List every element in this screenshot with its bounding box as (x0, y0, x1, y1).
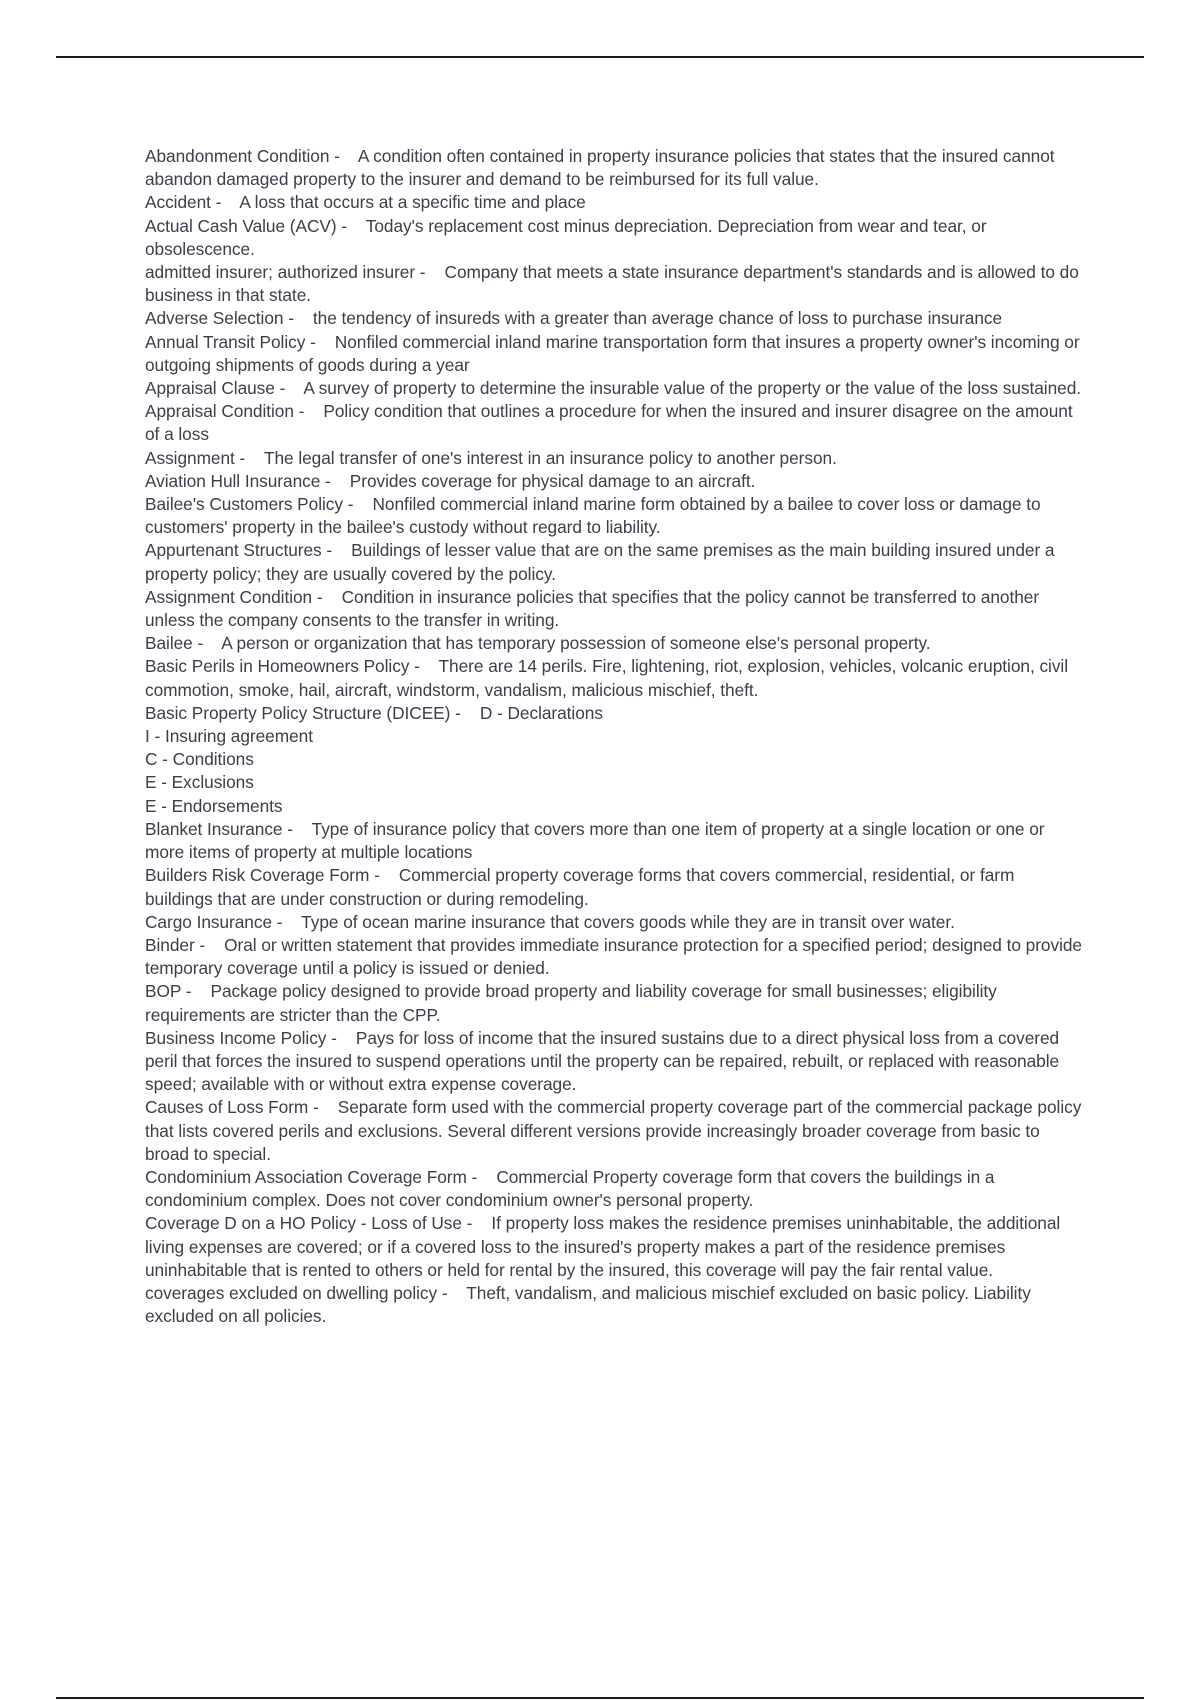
glossary-entry (145, 818, 1085, 864)
glossary-entry (145, 145, 1085, 191)
glossary-entry (145, 934, 1085, 980)
glossary-entry (145, 307, 1085, 330)
entry-term: Appraisal Condition - (145, 401, 305, 422)
glossary-entry (145, 632, 1085, 655)
entry-term: Coverage D on a HO Policy - Loss of Use - (145, 1213, 473, 1234)
term-separator (420, 656, 439, 676)
entry-definition: Theft, vandalism, and malicious mischief excluded on basic policy. Liability excluded on all policies. (145, 1282, 1031, 1327)
entry-term: BOP - (145, 981, 192, 1002)
entry-definition: Condition in insurance policies that specifies that the policy cannot be transferred to another unless the company consents to the transfer in writing. (145, 586, 1040, 631)
glossary-entry (145, 1166, 1085, 1212)
term-separator (426, 262, 445, 282)
entry-term: Assignment Condition - (145, 586, 323, 607)
entry-term: Binder - (145, 934, 206, 955)
entry-term: Condominium Association Coverage Form - (145, 1166, 478, 1187)
glossary-body (145, 145, 1085, 1328)
entry-definition: the tendency of insureds with a greater than average chance of loss to purchase insurance (312, 308, 1003, 329)
entry-definition: Nonfiled commercial inland marine transportation form that insures a property owner's incoming or outgoing shipments of goods during a year (145, 331, 1080, 375)
glossary-entry (145, 1096, 1085, 1166)
entry-term: Basic Property Policy Structure (DICEE) - (145, 702, 461, 723)
glossary-entry (145, 493, 1085, 539)
entry-definition: Policy condition that outlines a procedure for when the insured and insurer disagree on the amount of a loss (145, 401, 1073, 445)
glossary-entry (145, 586, 1085, 632)
glossary-entry (145, 1212, 1085, 1282)
entry-term: Appraisal Clause - (145, 378, 286, 399)
entry-definition: A condition often contained in property insurance policies that states that the insured cannot abandon damaged property to the insurer and demand to be reimbursed for its full value. (145, 146, 1055, 190)
term-separator (461, 703, 480, 723)
term-separator (380, 865, 399, 885)
entry-term: Actual Cash Value (ACV) - (145, 215, 348, 236)
entry-definition: Nonfiled commercial inland marine form obtained by a bailee to cover loss or damage to customers' property in the bailee's custody without regard to liability. (145, 494, 1041, 538)
term-separator (332, 540, 351, 560)
entry-definition: Oral or written statement that provides immediate insurance protection for a specified period; designed to provide temporary coverage until a policy is issued or denied. (145, 934, 1082, 979)
glossary-entry (145, 1027, 1085, 1097)
term-separator (203, 633, 221, 653)
glossary-entry (145, 331, 1085, 377)
entry-subline: I - Insuring agreement (145, 726, 313, 747)
entry-term: Cargo Insurance - (145, 911, 283, 932)
entry-term: Bailee's Customers Policy - (145, 494, 354, 515)
term-separator (477, 1167, 496, 1187)
entry-definition: Pays for loss of income that the insured sustains due to a direct physical loss from a covered peril that forces the insured to suspend operations until the property can be repaired, rebuilt, or replaced with reasonable speed; available with or without extra expense coverage. (145, 1027, 1060, 1095)
entry-term: Abandonment Condition - (145, 146, 340, 166)
term-separator (221, 192, 239, 212)
entry-definition: Buildings of lesser value that are on the same premises as the main building insured under a property policy; they are usually covered by the policy. (145, 540, 1055, 584)
entry-definition: A survey of property to determine the insurable value of the property or the value of the loss sustained. (303, 378, 1082, 399)
entry-definition: Package policy designed to provide broad property and liability coverage for small businesses; eligibility requirements are stricter than the CPP. (145, 981, 997, 1025)
term-separator (316, 332, 335, 352)
entry-definition: Company that meets a state insurance department's standards and is allowed to do business in that state. (145, 262, 1079, 306)
glossary-entry (145, 215, 1085, 261)
footer-rule (56, 1697, 1144, 1699)
glossary-entry (145, 470, 1085, 493)
term-separator (331, 471, 350, 491)
term-separator (353, 494, 372, 514)
entry-definition: Commercial Property coverage form that covers the buildings in a condominium complex. Does not cover condominium owner's personal property. (145, 1166, 995, 1211)
glossary-entry (145, 980, 1085, 1026)
entry-term: Appurtenant Structures - (145, 540, 333, 561)
glossary-entry (145, 539, 1085, 585)
term-separator (319, 1097, 338, 1117)
entry-subline: C - Conditions (145, 749, 254, 770)
entry-term: Accident - (145, 192, 222, 213)
entry-term: Bailee - (145, 633, 204, 654)
entry-subline: E - Endorsements (145, 795, 283, 816)
entry-term: Adverse Selection - (145, 308, 294, 329)
entry-definition: Type of ocean marine insurance that covers goods while they are in transit over water. (301, 911, 955, 932)
entry-definition: Today's replacement cost minus depreciation. Depreciation from wear and tear, or obsolescence. (145, 215, 987, 259)
term-separator (448, 1283, 467, 1303)
glossary-entry (145, 702, 1085, 725)
glossary-entry (145, 655, 1085, 701)
entry-term: Causes of Loss Form - (145, 1097, 319, 1118)
term-separator (282, 912, 301, 932)
glossary-entry (145, 191, 1085, 214)
glossary-entry (145, 400, 1085, 446)
entry-term: Business Income Policy - (145, 1027, 337, 1048)
glossary-entry (145, 864, 1085, 910)
entry-definition: There are 14 perils. Fire, lightening, riot, explosion, vehicles, volcanic eruption, civil commotion, smoke, hail, aircraft, windstorm, vandalism, malicious mischief, theft. (145, 656, 1068, 700)
term-separator (472, 1213, 491, 1233)
glossary-entry (145, 911, 1085, 934)
term-separator (337, 1028, 356, 1048)
entry-term: Annual Transit Policy - (145, 331, 316, 352)
glossary-entry (145, 377, 1085, 400)
term-separator (293, 819, 312, 839)
entry-subline: E - Exclusions (145, 772, 254, 793)
term-separator (245, 448, 264, 468)
entry-term: coverages excluded on dwelling policy - (145, 1282, 448, 1303)
entry-definition: The legal transfer of one's interest in an insurance policy to another person. (263, 447, 837, 468)
entry-definition: A person or organization that has temporary possession of someone else's personal property. (221, 633, 931, 654)
entry-term: Builders Risk Coverage Form - (145, 865, 380, 886)
term-separator (285, 378, 303, 398)
entry-definition: Type of insurance policy that covers more than one item of property at a single location or one or more items of property at multiple locations (145, 818, 1045, 863)
entry-term: Basic Perils in Homeowners Policy - (145, 656, 420, 677)
term-separator (323, 587, 342, 607)
entry-definition: D - Declarations (479, 702, 603, 723)
entry-term: Assignment - (145, 447, 246, 468)
term-separator (340, 146, 358, 166)
entry-term: Aviation Hull Insurance - (145, 470, 331, 491)
entry-definition: A loss that occurs at a specific time and place (239, 192, 586, 213)
term-separator (205, 935, 224, 955)
term-separator (347, 216, 366, 236)
entry-definition: Provides coverage for physical damage to an aircraft. (349, 470, 756, 491)
term-separator (192, 981, 211, 1001)
glossary-entry (145, 447, 1085, 470)
entry-definition: Separate form used with the commercial property coverage part of the commercial package policy that lists covered perils and exclusions. Several different versions provide increasingly broader coverage from basic to broad to special. (145, 1097, 1082, 1164)
entry-term: admitted insurer; authorized insurer - (145, 262, 426, 283)
glossary-entry (145, 1282, 1085, 1328)
glossary-entry (145, 261, 1085, 307)
entry-definition: If property loss makes the residence premises uninhabitable, the additional living expenses are covered; or if a covered loss to the insured's property makes a part of the residence premises uninhabitable that is rented to others or held for rental by the insured, this coverage will pay the fair rental value. (145, 1213, 1061, 1280)
entry-definition: Commercial property coverage forms that covers commercial, residential, or farm buildings that are under construction or during remodeling. (145, 865, 1015, 909)
header-rule (56, 56, 1144, 58)
term-separator (294, 308, 313, 328)
entry-term: Blanket Insurance - (145, 818, 293, 839)
term-separator (304, 401, 323, 421)
